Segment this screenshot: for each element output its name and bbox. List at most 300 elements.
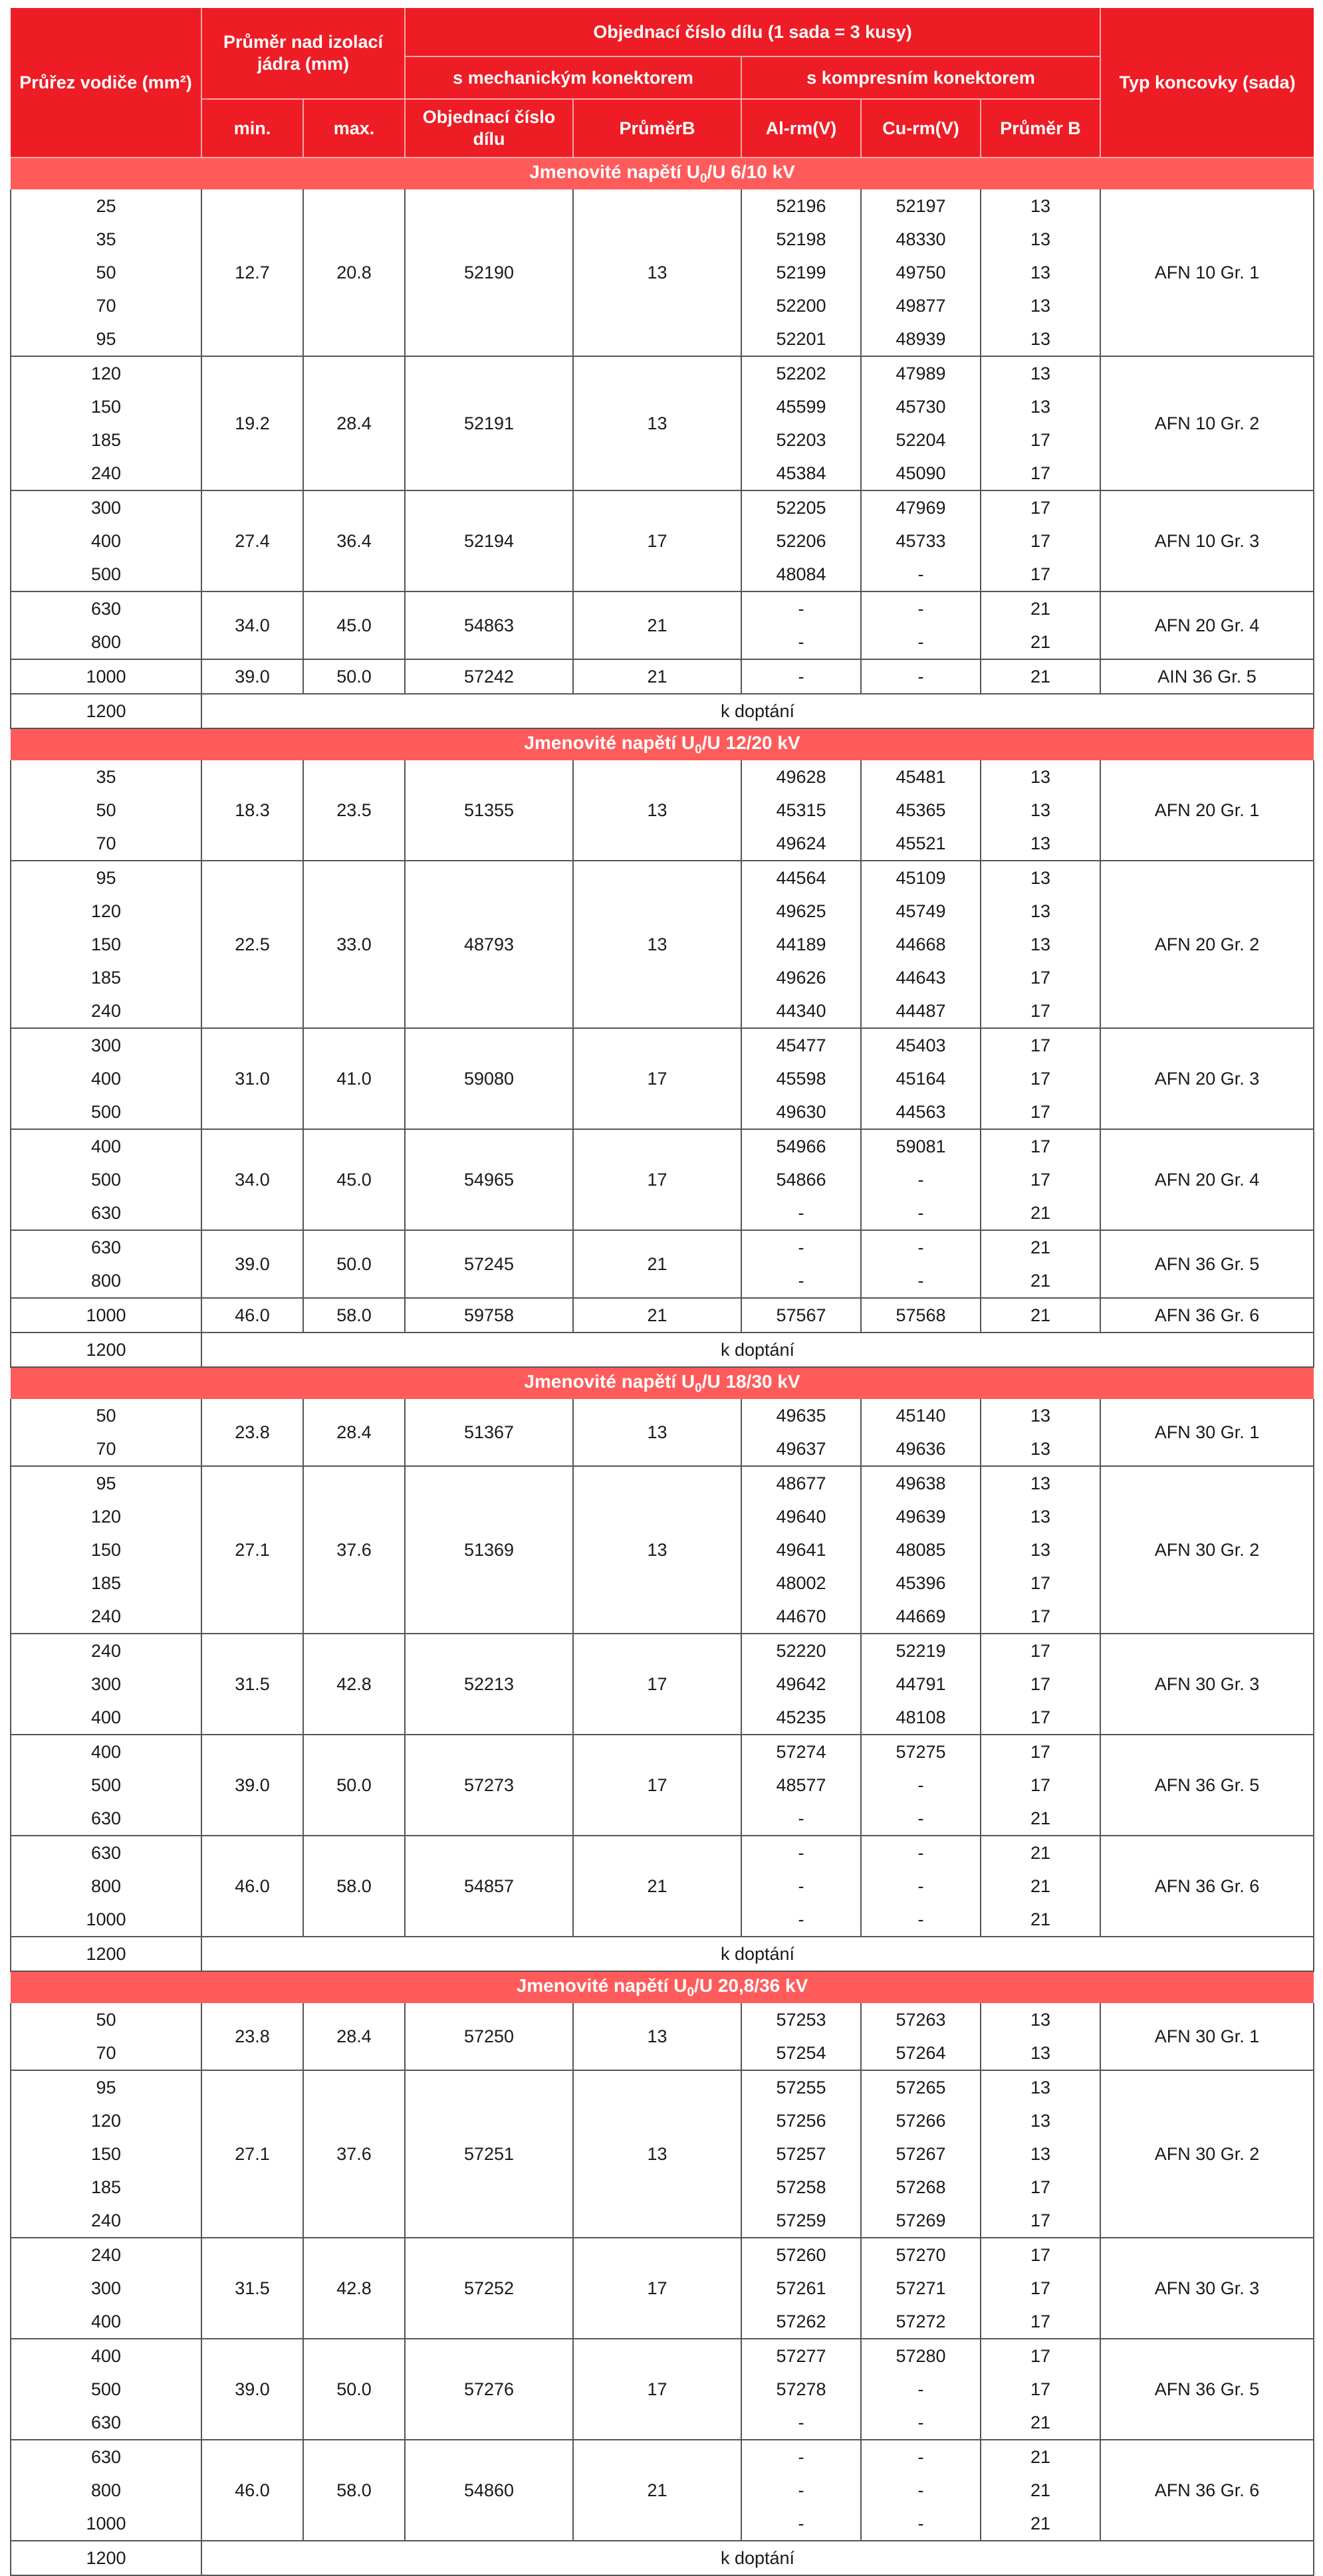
mechanical-diameter-b: 17 bbox=[573, 2339, 741, 2440]
compression-diameter-b-cell bbox=[981, 1129, 1100, 1230]
al-rm-value: - bbox=[798, 667, 804, 687]
cross-section-cell bbox=[11, 760, 201, 861]
al-rm-value: 44564 bbox=[776, 868, 826, 888]
al-rm-cell bbox=[741, 1399, 861, 1466]
compression-diameter-b-value: 21 bbox=[1030, 1909, 1051, 1929]
al-rm-value: 52198 bbox=[776, 229, 826, 249]
cu-rm-value: 57268 bbox=[896, 2177, 946, 2197]
al-rm-value: - bbox=[798, 632, 804, 652]
max-diameter: 42.8 bbox=[303, 2238, 405, 2339]
al-rm-value: 49642 bbox=[776, 1674, 826, 1694]
min-diameter: 39.0 bbox=[201, 1735, 303, 1836]
section-title-subscript: 0 bbox=[687, 1985, 695, 2000]
table-row bbox=[11, 1466, 1314, 1634]
al-rm-cell bbox=[741, 1735, 861, 1836]
cross-section-value: 120 bbox=[90, 1507, 122, 1527]
mechanical-part-number: 52194 bbox=[405, 490, 573, 591]
al-rm-value: 45384 bbox=[776, 463, 826, 483]
max-diameter: 23.5 bbox=[303, 760, 405, 861]
cu-rm-value: 57264 bbox=[896, 2043, 946, 2063]
mechanical-diameter-b: 13 bbox=[573, 356, 741, 490]
termination-type: AFN 36 Gr. 6 bbox=[1100, 2440, 1314, 2541]
al-rm-cell bbox=[741, 1230, 861, 1298]
on-request-note: k doptání bbox=[201, 1333, 1314, 1367]
al-rm-value: 57274 bbox=[776, 1742, 826, 1762]
header-al-rm: Al-rm(V) bbox=[741, 99, 861, 158]
mechanical-diameter-b: 13 bbox=[573, 1399, 741, 1466]
cross-section-cell bbox=[11, 1298, 201, 1333]
termination-type: AFN 30 Gr. 1 bbox=[1100, 1399, 1314, 1466]
cu-rm-value: - bbox=[917, 1909, 924, 1929]
cross-section-value: 400 bbox=[90, 531, 122, 551]
table-row bbox=[11, 2070, 1314, 2238]
cu-rm-value: 48939 bbox=[896, 329, 946, 349]
cu-rm-cell bbox=[861, 1298, 981, 1333]
compression-diameter-b-value: 13 bbox=[1030, 800, 1051, 820]
compression-diameter-b-value: 21 bbox=[1030, 1203, 1051, 1223]
compression-diameter-b-cell bbox=[981, 1399, 1100, 1466]
min-diameter: 46.0 bbox=[201, 1298, 303, 1333]
compression-diameter-b-value: 17 bbox=[1030, 463, 1051, 483]
cross-section-value: 500 bbox=[90, 564, 122, 584]
cu-rm-cell bbox=[861, 2070, 981, 2238]
cross-section-value: 240 bbox=[90, 2245, 122, 2265]
mechanical-part-number: 51367 bbox=[405, 1399, 573, 1466]
cross-section-value: 240 bbox=[90, 1641, 122, 1661]
mechanical-diameter-b: 21 bbox=[573, 1230, 741, 1298]
cross-section-value: 1000 bbox=[86, 1305, 126, 1325]
compression-diameter-b-value: 13 bbox=[1030, 833, 1051, 853]
compression-diameter-b-value: 13 bbox=[1030, 263, 1051, 282]
cross-section-value: 400 bbox=[90, 1136, 122, 1156]
termination-type: AFN 20 Gr. 4 bbox=[1100, 1129, 1314, 1230]
section-title-subscript: 0 bbox=[695, 742, 702, 757]
cu-rm-cell bbox=[861, 2440, 981, 2541]
compression-diameter-b-value: 13 bbox=[1030, 1406, 1051, 1426]
termination-type: AFN 10 Gr. 2 bbox=[1100, 356, 1314, 490]
cross-section-cell bbox=[11, 2238, 201, 2339]
cu-rm-value: - bbox=[917, 599, 924, 619]
header-cross-section: Průřez vodiče (mm²) bbox=[11, 8, 201, 158]
termination-type: AFN 30 Gr. 2 bbox=[1100, 1466, 1314, 1634]
cu-rm-value: - bbox=[917, 1271, 924, 1291]
compression-diameter-b-value: 17 bbox=[1030, 2245, 1051, 2265]
cross-section-value: 800 bbox=[90, 632, 122, 652]
al-rm-value: 54866 bbox=[776, 1170, 826, 1190]
compression-diameter-b-value: 21 bbox=[1030, 632, 1051, 652]
max-diameter: 45.0 bbox=[303, 591, 405, 659]
compression-diameter-b-cell bbox=[981, 1230, 1100, 1298]
al-rm-value: 45477 bbox=[776, 1035, 826, 1055]
cross-section-value: 50 bbox=[96, 2010, 116, 2030]
mechanical-part-number: 57276 bbox=[405, 2339, 573, 2440]
cross-section-value: 95 bbox=[96, 868, 116, 888]
cross-section-value: 300 bbox=[90, 498, 122, 518]
cu-rm-cell bbox=[861, 591, 981, 659]
max-diameter: 50.0 bbox=[303, 1735, 405, 1836]
section-title-subscript: 0 bbox=[699, 171, 707, 186]
table-row-on-request bbox=[11, 1333, 1314, 1367]
min-diameter: 34.0 bbox=[201, 1129, 303, 1230]
cross-section-value: 500 bbox=[90, 2379, 122, 2399]
cu-rm-value: 45749 bbox=[896, 901, 946, 921]
al-rm-value: 52220 bbox=[776, 1641, 826, 1661]
cross-section-value: 400 bbox=[90, 1742, 122, 1762]
al-rm-value: 44340 bbox=[776, 1001, 826, 1021]
compression-diameter-b-cell bbox=[981, 490, 1100, 591]
cross-section-value: 50 bbox=[96, 263, 116, 282]
table-row bbox=[11, 1634, 1314, 1735]
cross-section-value: 1000 bbox=[86, 2514, 126, 2533]
header-cu-rm: Cu-rm(V) bbox=[861, 99, 981, 158]
al-rm-cell bbox=[741, 591, 861, 659]
cu-rm-value: - bbox=[917, 2413, 924, 2432]
termination-type: AFN 10 Gr. 3 bbox=[1100, 490, 1314, 591]
max-diameter: 58.0 bbox=[303, 1298, 405, 1333]
al-rm-cell bbox=[741, 659, 861, 694]
table-row bbox=[11, 2440, 1314, 2541]
table-row bbox=[11, 1298, 1314, 1333]
al-rm-cell bbox=[741, 1298, 861, 1333]
al-rm-value: 57277 bbox=[776, 2346, 826, 2366]
compression-diameter-b-value: 21 bbox=[1030, 667, 1051, 687]
al-rm-value: - bbox=[798, 599, 804, 619]
cross-section-value: 630 bbox=[90, 1808, 122, 1828]
cross-section-value: 70 bbox=[96, 2043, 116, 2063]
cross-section-cell bbox=[11, 591, 201, 659]
table-row bbox=[11, 189, 1314, 356]
al-rm-value: 49635 bbox=[776, 1406, 826, 1426]
table-row bbox=[11, 2339, 1314, 2440]
cross-section-value: 35 bbox=[96, 229, 116, 249]
section-title bbox=[11, 1971, 1314, 2003]
al-rm-value: 48577 bbox=[776, 1775, 826, 1795]
cu-rm-value: 57263 bbox=[896, 2010, 946, 2030]
compression-diameter-b-cell bbox=[981, 1735, 1100, 1836]
cu-rm-value: 57265 bbox=[896, 2078, 946, 2097]
cross-section-value: 95 bbox=[96, 2078, 116, 2097]
al-rm-value: - bbox=[798, 1237, 804, 1257]
compression-diameter-b-cell bbox=[981, 2238, 1100, 2339]
mechanical-part-number: 54965 bbox=[405, 1129, 573, 1230]
cross-section-cell bbox=[11, 356, 201, 490]
compression-diameter-b-cell bbox=[981, 356, 1100, 490]
header-min: min. bbox=[201, 99, 303, 158]
cross-section-value: 630 bbox=[90, 1237, 122, 1257]
section-title-prefix: Jmenovité napětí U bbox=[524, 1370, 695, 1392]
cross-section-value: 500 bbox=[90, 1775, 122, 1795]
compression-diameter-b-value: 13 bbox=[1030, 901, 1051, 921]
compression-diameter-b-value: 17 bbox=[1030, 1641, 1051, 1661]
cross-section-cell bbox=[11, 1129, 201, 1230]
table-header bbox=[11, 8, 1314, 158]
cross-section-value: 95 bbox=[96, 1473, 116, 1493]
compression-diameter-b-value: 17 bbox=[1030, 1742, 1051, 1762]
termination-type: AFN 30 Gr. 1 bbox=[1100, 2003, 1314, 2070]
cross-section-cell bbox=[11, 2070, 201, 2238]
section-header bbox=[11, 1367, 1314, 1399]
al-rm-cell bbox=[741, 189, 861, 356]
cu-rm-value: 45481 bbox=[896, 767, 946, 787]
compression-diameter-b-value: 17 bbox=[1030, 1674, 1051, 1694]
cross-section-value: 240 bbox=[90, 1606, 122, 1626]
min-diameter: 39.0 bbox=[201, 2339, 303, 2440]
cu-rm-value: 57271 bbox=[896, 2278, 946, 2298]
cu-rm-value: - bbox=[917, 1203, 924, 1223]
al-rm-value: - bbox=[798, 2447, 804, 2467]
al-rm-value: - bbox=[798, 1203, 804, 1223]
compression-diameter-b-value: 21 bbox=[1030, 2514, 1051, 2533]
al-rm-value: 49630 bbox=[776, 1102, 826, 1122]
mechanical-part-number: 52191 bbox=[405, 356, 573, 490]
cross-section-value: 1200 bbox=[11, 1937, 201, 1971]
max-diameter: 33.0 bbox=[303, 861, 405, 1028]
cross-section-value: 150 bbox=[90, 934, 122, 954]
section-header bbox=[11, 728, 1314, 760]
cu-rm-value: 45140 bbox=[896, 1406, 946, 1426]
mechanical-part-number: 59758 bbox=[405, 1298, 573, 1333]
cross-section-value: 70 bbox=[96, 1439, 116, 1459]
termination-order-table bbox=[10, 8, 1314, 2576]
al-rm-cell bbox=[741, 2003, 861, 2070]
compression-diameter-b-value: 13 bbox=[1030, 2010, 1051, 2030]
cross-section-value: 50 bbox=[96, 1406, 116, 1426]
compression-diameter-b-value: 21 bbox=[1030, 1305, 1051, 1325]
termination-type: AFN 20 Gr. 4 bbox=[1100, 591, 1314, 659]
cu-rm-value: 48330 bbox=[896, 229, 946, 249]
section-title-suffix: /U 18/30 kV bbox=[701, 1370, 800, 1392]
max-diameter: 41.0 bbox=[303, 1028, 405, 1129]
al-rm-value: - bbox=[798, 2514, 804, 2533]
compression-diameter-b-value: 17 bbox=[1030, 2210, 1051, 2230]
max-diameter: 20.8 bbox=[303, 189, 405, 356]
al-rm-value: 44189 bbox=[776, 934, 826, 954]
cross-section-value: 400 bbox=[90, 1707, 122, 1727]
min-diameter: 22.5 bbox=[201, 861, 303, 1028]
section-header bbox=[11, 158, 1314, 189]
cross-section-value: 1000 bbox=[86, 1909, 126, 1929]
header-termination-type: Typ koncovky (sada) bbox=[1100, 8, 1314, 158]
on-request-note: k doptání bbox=[201, 1937, 1314, 1971]
mechanical-part-number: 59080 bbox=[405, 1028, 573, 1129]
mechanical-part-number: 57250 bbox=[405, 2003, 573, 2070]
table-row bbox=[11, 1399, 1314, 1466]
termination-type: AFN 30 Gr. 3 bbox=[1100, 2238, 1314, 2339]
al-rm-value: 57255 bbox=[776, 2078, 826, 2097]
cu-rm-value: 44563 bbox=[896, 1102, 946, 1122]
compression-diameter-b-value: 17 bbox=[1030, 1170, 1051, 1190]
mechanical-part-number: 54860 bbox=[405, 2440, 573, 2541]
mechanical-diameter-b: 13 bbox=[573, 760, 741, 861]
cross-section-value: 25 bbox=[96, 196, 116, 216]
al-rm-cell bbox=[741, 490, 861, 591]
cu-rm-value: - bbox=[917, 1876, 924, 1896]
compression-diameter-b-value: 21 bbox=[1030, 1843, 1051, 1863]
cu-rm-value: 49639 bbox=[896, 1507, 946, 1527]
cu-rm-value: 45403 bbox=[896, 1035, 946, 1055]
mechanical-diameter-b: 21 bbox=[573, 1298, 741, 1333]
cu-rm-value: 49877 bbox=[896, 296, 946, 316]
cu-rm-value: 44668 bbox=[896, 934, 946, 954]
termination-type: AFN 30 Gr. 2 bbox=[1100, 2070, 1314, 2238]
compression-diameter-b-value: 13 bbox=[1030, 364, 1051, 383]
cross-section-value: 35 bbox=[96, 767, 116, 787]
al-rm-cell bbox=[741, 2440, 861, 2541]
table-row bbox=[11, 760, 1314, 861]
al-rm-value: 52199 bbox=[776, 263, 826, 282]
max-diameter: 37.6 bbox=[303, 2070, 405, 2238]
table-row bbox=[11, 2238, 1314, 2339]
mechanical-diameter-b: 17 bbox=[573, 2238, 741, 2339]
compression-diameter-b-value: 13 bbox=[1030, 1540, 1051, 1560]
cross-section-value: 300 bbox=[90, 2278, 122, 2298]
mechanical-diameter-b: 17 bbox=[573, 1129, 741, 1230]
mechanical-part-number: 51355 bbox=[405, 760, 573, 861]
cu-rm-value: - bbox=[917, 632, 924, 652]
mechanical-diameter-b: 21 bbox=[573, 2440, 741, 2541]
mechanical-part-number: 57251 bbox=[405, 2070, 573, 2238]
compression-diameter-b-value: 13 bbox=[1030, 229, 1051, 249]
al-rm-value: 44670 bbox=[776, 1606, 826, 1626]
cross-section-value: 1200 bbox=[11, 1333, 201, 1367]
cu-rm-cell bbox=[861, 1466, 981, 1634]
cross-section-cell bbox=[11, 2440, 201, 2541]
min-diameter: 46.0 bbox=[201, 2440, 303, 2541]
table-row bbox=[11, 591, 1314, 659]
compression-diameter-b-value: 17 bbox=[1030, 2177, 1051, 2197]
cu-rm-cell bbox=[861, 2339, 981, 2440]
cu-rm-value: 49638 bbox=[896, 1473, 946, 1493]
al-rm-value: - bbox=[798, 1909, 804, 1929]
cu-rm-value: 57266 bbox=[896, 2111, 946, 2131]
max-diameter: 37.6 bbox=[303, 1466, 405, 1634]
mechanical-diameter-b: 21 bbox=[573, 591, 741, 659]
cu-rm-value: 45521 bbox=[896, 833, 946, 853]
cross-section-value: 240 bbox=[90, 463, 122, 483]
al-rm-value: 49626 bbox=[776, 968, 826, 988]
compression-diameter-b-value: 13 bbox=[1030, 868, 1051, 888]
cu-rm-value: 52219 bbox=[896, 1641, 946, 1661]
mechanical-part-number: 52213 bbox=[405, 1634, 573, 1735]
termination-type: AFN 36 Gr. 5 bbox=[1100, 2339, 1314, 2440]
al-rm-cell bbox=[741, 2238, 861, 2339]
page bbox=[10, 8, 1313, 2576]
al-rm-value: 57260 bbox=[776, 2245, 826, 2265]
cu-rm-cell bbox=[861, 1230, 981, 1298]
compression-diameter-b-value: 17 bbox=[1030, 2346, 1051, 2366]
max-diameter: 28.4 bbox=[303, 2003, 405, 2070]
cu-rm-value: - bbox=[917, 2514, 924, 2533]
header-diameter-b-compression: Průměr B bbox=[981, 99, 1100, 158]
table-row bbox=[11, 2003, 1314, 2070]
section-title-prefix: Jmenovité napětí U bbox=[524, 732, 695, 753]
cross-section-cell bbox=[11, 189, 201, 356]
min-diameter: 31.5 bbox=[201, 1634, 303, 1735]
cross-section-cell bbox=[11, 659, 201, 694]
al-rm-cell bbox=[741, 760, 861, 861]
compression-diameter-b-value: 21 bbox=[1030, 2480, 1051, 2500]
cross-section-value: 150 bbox=[90, 397, 122, 417]
compression-diameter-b-value: 17 bbox=[1030, 1001, 1051, 1021]
compression-diameter-b-value: 13 bbox=[1030, 2144, 1051, 2164]
al-rm-value: 45235 bbox=[776, 1707, 826, 1727]
min-diameter: 27.1 bbox=[201, 1466, 303, 1634]
cross-section-value: 150 bbox=[90, 1540, 122, 1560]
cross-section-value: 1200 bbox=[11, 694, 201, 728]
compression-diameter-b-value: 21 bbox=[1030, 2413, 1051, 2432]
al-rm-value: 49641 bbox=[776, 1540, 826, 1560]
mechanical-diameter-b: 13 bbox=[573, 189, 741, 356]
compression-diameter-b-value: 17 bbox=[1030, 2379, 1051, 2399]
min-diameter: 46.0 bbox=[201, 1836, 303, 1937]
cu-rm-value: 44791 bbox=[896, 1674, 946, 1694]
cu-rm-cell bbox=[861, 760, 981, 861]
al-rm-value: 49624 bbox=[776, 833, 826, 853]
max-diameter: 58.0 bbox=[303, 1836, 405, 1937]
cu-rm-value: 44669 bbox=[896, 1606, 946, 1626]
cu-rm-value: - bbox=[917, 1237, 924, 1257]
al-rm-value: 49625 bbox=[776, 901, 826, 921]
min-diameter: 39.0 bbox=[201, 1230, 303, 1298]
cu-rm-value: 52204 bbox=[896, 430, 946, 450]
cross-section-value: 630 bbox=[90, 2413, 122, 2432]
cross-section-value: 500 bbox=[90, 1170, 122, 1190]
cu-rm-value: - bbox=[917, 1808, 924, 1828]
al-rm-value: 45599 bbox=[776, 397, 826, 417]
al-rm-value: 54966 bbox=[776, 1136, 826, 1156]
al-rm-value: 45598 bbox=[776, 1069, 826, 1089]
al-rm-value: 49637 bbox=[776, 1439, 826, 1459]
cross-section-value: 120 bbox=[90, 901, 122, 921]
al-rm-value: - bbox=[798, 2480, 804, 2500]
mechanical-diameter-b: 21 bbox=[573, 1836, 741, 1937]
mechanical-part-number: 52190 bbox=[405, 189, 573, 356]
cu-rm-value: - bbox=[917, 2447, 924, 2467]
section-title-suffix: /U 6/10 kV bbox=[707, 161, 795, 182]
al-rm-value: - bbox=[798, 1808, 804, 1828]
mechanical-diameter-b: 13 bbox=[573, 861, 741, 1028]
compression-diameter-b-cell bbox=[981, 1836, 1100, 1937]
al-rm-value: 57567 bbox=[776, 1305, 826, 1325]
cross-section-cell bbox=[11, 2003, 201, 2070]
compression-diameter-b-value: 17 bbox=[1030, 564, 1051, 584]
termination-type: AFN 36 Gr. 6 bbox=[1100, 1836, 1314, 1937]
header-part-number: Objednací číslo dílu bbox=[405, 99, 573, 158]
compression-diameter-b-value: 13 bbox=[1030, 1507, 1051, 1527]
compression-diameter-b-value: 13 bbox=[1030, 934, 1051, 954]
compression-diameter-b-value: 13 bbox=[1030, 196, 1051, 216]
mechanical-part-number: 54863 bbox=[405, 591, 573, 659]
al-rm-value: 57261 bbox=[776, 2278, 826, 2298]
cross-section-value: 240 bbox=[90, 1001, 122, 1021]
compression-diameter-b-value: 13 bbox=[1030, 1439, 1051, 1459]
cu-rm-value: 49750 bbox=[896, 263, 946, 282]
mechanical-part-number: 57252 bbox=[405, 2238, 573, 2339]
section-title-subscript: 0 bbox=[695, 1381, 702, 1396]
cross-section-value: 185 bbox=[90, 1573, 122, 1593]
al-rm-cell bbox=[741, 1129, 861, 1230]
cu-rm-value: - bbox=[917, 1775, 924, 1795]
cu-rm-cell bbox=[861, 1836, 981, 1937]
section-title bbox=[11, 1367, 1314, 1399]
cu-rm-cell bbox=[861, 659, 981, 694]
compression-diameter-b-value: 17 bbox=[1030, 2278, 1051, 2298]
cu-rm-value: 44643 bbox=[896, 968, 946, 988]
cu-rm-cell bbox=[861, 490, 981, 591]
cross-section-value: 1000 bbox=[86, 667, 126, 687]
al-rm-value: 49628 bbox=[776, 767, 826, 787]
max-diameter: 58.0 bbox=[303, 2440, 405, 2541]
